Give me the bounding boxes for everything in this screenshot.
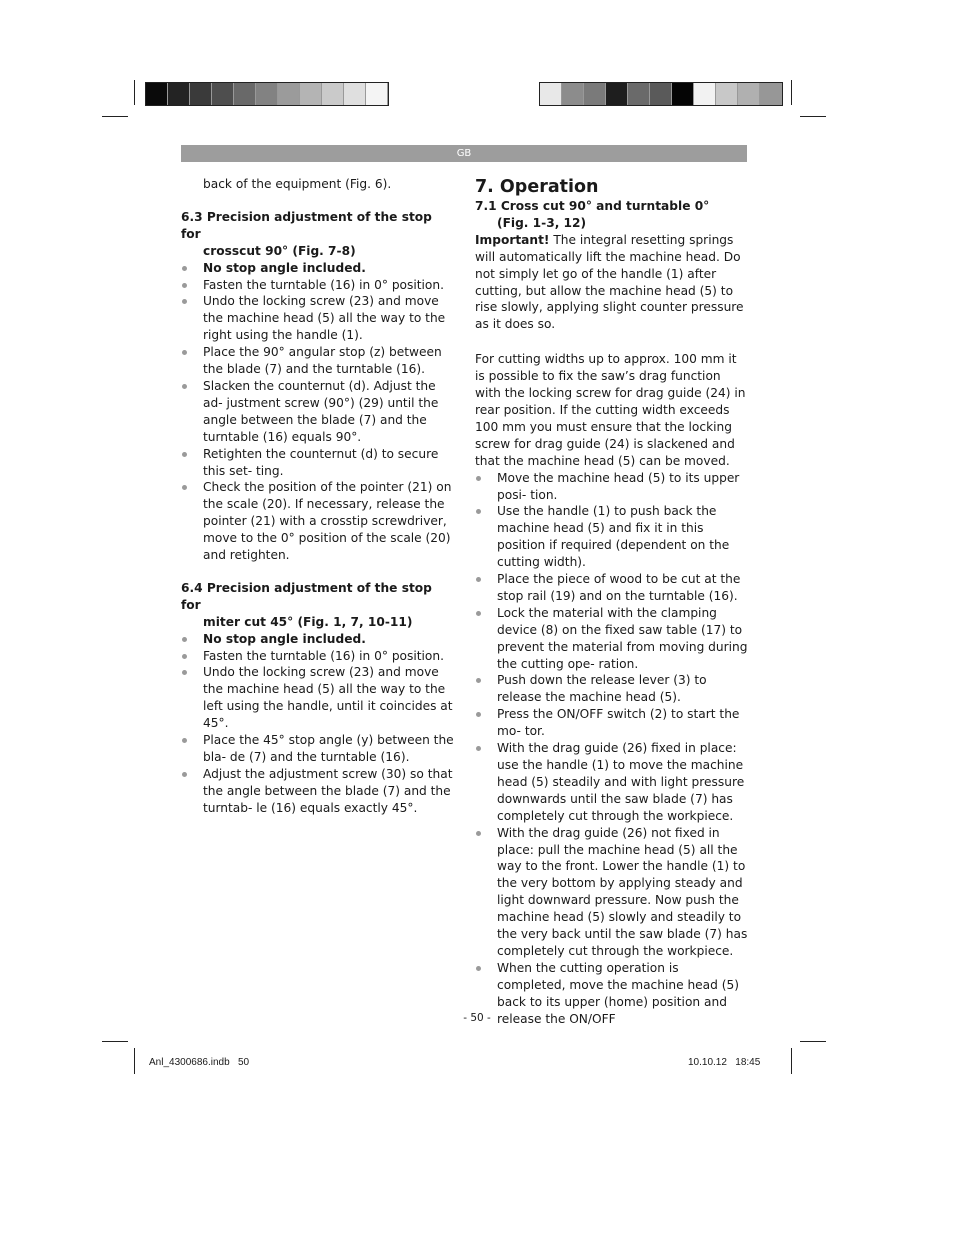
list-item: Place the 45° stop angle (y) between the bla- de (7) and the turntable (16). <box>181 732 454 766</box>
color-swatch <box>650 83 672 105</box>
important-note <box>475 232 748 333</box>
intro-text: back of the equipment (Fig. 6). <box>203 177 392 191</box>
list-item: Push down the release lever (3) to release the machine head (5). <box>475 672 748 706</box>
heading-line: 6.3 Precision adjustment of the stop for <box>181 209 432 241</box>
list-item: Press the ON/OFF switch (2) to start the mo- tor. <box>475 706 748 740</box>
color-swatch <box>716 83 738 105</box>
bullet-list-6-3 <box>181 260 454 564</box>
list-item: Fasten the turntable (16) in 0° position. <box>181 648 454 665</box>
list-item: With the drag guide (26) not fixed in place: pull the machine head (5) all the way to the front. Lower the handle (1) to the very bottom by applying steady and light downward pressure. Now push the machine head (5) slowly and steadily to the very back until the saw blade (7) has completely cut through the workpiece. <box>475 825 748 960</box>
list-item: Fasten the turntable (16) in 0° position. <box>181 277 454 294</box>
color-swatch <box>212 83 234 105</box>
color-swatch <box>234 83 256 105</box>
list-item: Undo the locking screw (23) and move the machine head (5) all the way to the left using the handle, until it coincides at 45°. <box>181 664 454 732</box>
color-swatch <box>168 83 190 105</box>
language-band <box>181 145 747 162</box>
list-item: Lock the material with the clamping device (8) on the fixed saw table (17) to prevent the material from moving during the cutting ope- ration. <box>475 605 748 673</box>
important-label: Important! <box>475 232 550 247</box>
list-item: When the cutting operation is completed, move the machine head (5) back to its upper (home) position and release the ON/OFF <box>475 960 748 1028</box>
crop-mark <box>134 1048 135 1074</box>
crop-mark <box>134 80 135 105</box>
bullet-list-7-1 <box>475 470 748 1028</box>
section-heading-6-3 <box>181 209 454 260</box>
crop-mark <box>800 116 826 117</box>
color-calibration-bar-right <box>539 82 783 106</box>
color-swatch <box>146 83 168 105</box>
page-number: - 50 - <box>463 1012 491 1024</box>
color-swatch <box>628 83 650 105</box>
list-item: Retighten the counternut (d) to secure this set- ting. <box>181 446 454 480</box>
color-swatch <box>366 83 388 105</box>
crop-mark <box>102 116 128 117</box>
heading-line: miter cut 45° (Fig. 1, 7, 10-11) <box>203 614 413 629</box>
color-swatch <box>760 83 782 105</box>
color-swatch <box>540 83 562 105</box>
list-item: Undo the locking screw (23) and move the machine head (5) all the way to the right using the handle (1). <box>181 293 454 344</box>
section-heading-6-4 <box>181 580 454 631</box>
list-item: Adjust the adjustment screw (30) so that the angle between the blade (7) and the turntab- le (16) equals exactly 45°. <box>181 766 454 817</box>
print-timestamp: 10.10.12 18:45 <box>688 1057 761 1068</box>
list-item: Slacken the counternut (d). Adjust the ad- justment screw (90°) (29) until the angle between the blade (7) and the turntable (16) equals 90°. <box>181 378 454 446</box>
list-item: No stop angle included. <box>181 260 454 277</box>
color-swatch <box>344 83 366 105</box>
body-paragraph: For cutting widths up to approx. 100 mm it is possible to fix the saw’s drag function with the locking screw for drag guide (24) in rear position. If the cutting width exceeds 100 mm you must ensure that the locking screw for drag guide (24) is slackened and that the machine head (5) can be moved. <box>475 352 746 468</box>
color-swatch <box>672 83 694 105</box>
crop-mark <box>791 80 792 105</box>
heading-line: (Fig. 1-3, 12) <box>497 215 587 230</box>
heading-line: crosscut 90° (Fig. 7-8) <box>203 243 356 258</box>
crop-mark <box>791 1048 792 1074</box>
color-swatch <box>190 83 212 105</box>
chapter-heading: 7. Operation <box>475 177 599 197</box>
right-column <box>475 176 748 1028</box>
important-text: The integral resetting springs will automatically lift the machine head. Do not simply let go of the handle (1) after cutting, but allow the machine head (5) to rise slowly, applying slight counter pressure as it does so. <box>475 232 744 332</box>
crop-mark <box>102 1041 128 1042</box>
color-swatch <box>300 83 322 105</box>
color-swatch <box>278 83 300 105</box>
color-swatch <box>584 83 606 105</box>
list-item: Place the piece of wood to be cut at the stop rail (19) and on the turntable (16). <box>475 571 748 605</box>
list-item: Check the position of the pointer (21) on the scale (20). If necessary, release the pointer (21) with a crosstip screwdriver, move to the 0° position of the scale (20) and retighten. <box>181 479 454 564</box>
file-name: Anl_4300686.indb 50 <box>149 1057 250 1068</box>
color-calibration-bar-left <box>145 82 389 106</box>
heading-line: 6.4 Precision adjustment of the stop for <box>181 580 432 612</box>
list-item: Move the machine head (5) to its upper posi- tion. <box>475 470 748 504</box>
color-swatch <box>322 83 344 105</box>
heading-line: 7.1 Cross cut 90° and turntable 0° <box>475 199 710 213</box>
list-item: With the drag guide (26) fixed in place: use the handle (1) to move the machine head (5) steadily and with light pressure downwards until the saw blade (7) has completely cut through the workpiece. <box>475 740 748 825</box>
list-item: Use the handle (1) to push back the machine head (5) and fix it in this position if required (dependent on the cutting width). <box>475 503 748 571</box>
section-heading-7-1 <box>475 198 748 232</box>
list-item: Place the 90° angular stop (z) between the blade (7) and the turntable (16). <box>181 344 454 378</box>
language-tag: GB <box>456 148 472 159</box>
color-swatch <box>256 83 278 105</box>
color-swatch <box>562 83 584 105</box>
color-swatch <box>738 83 760 105</box>
crop-mark <box>800 1041 826 1042</box>
list-item: No stop angle included. <box>181 631 454 648</box>
color-swatch <box>694 83 716 105</box>
color-swatch <box>606 83 628 105</box>
bullet-list-6-4 <box>181 631 454 817</box>
left-column <box>181 176 454 817</box>
